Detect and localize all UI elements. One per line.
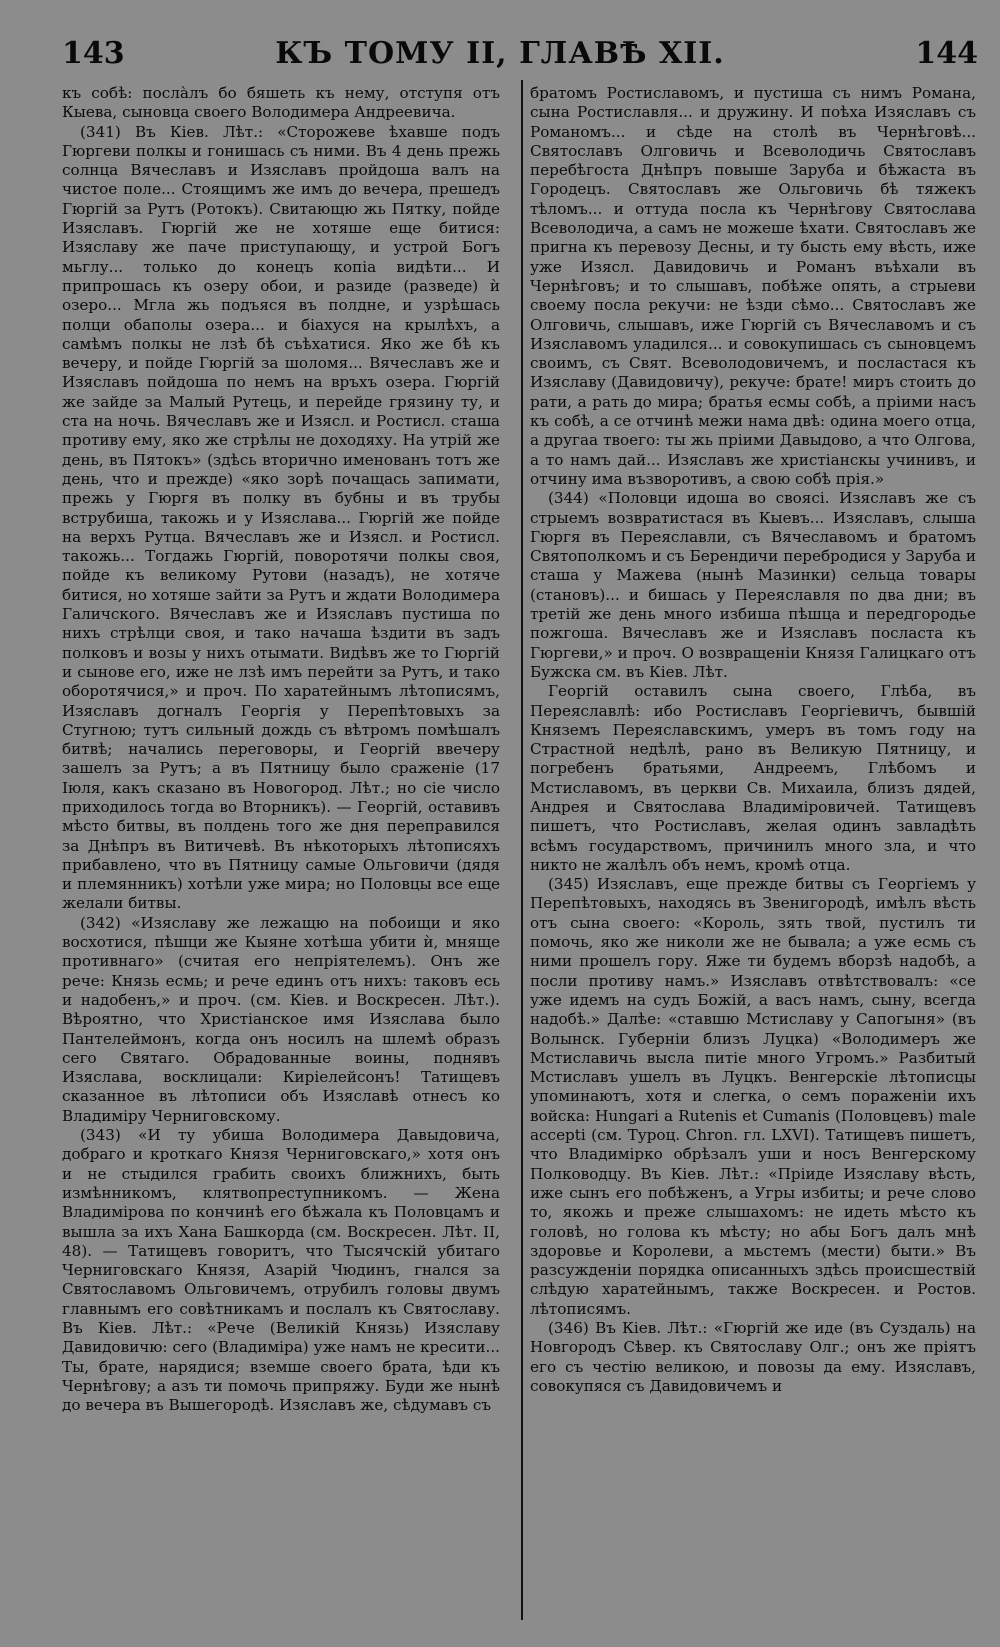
paragraph: Георгiй оставилъ сына своего, Глѣба, въ Переяславлѣ: ибо Ростиславъ Георгiевичъ, бывшiй Княземъ Переяславскимъ, умеръ въ томъ году на Страстной недѣлѣ, рано въ Великую Пятницу, и погребенъ братьями, Андреемъ, Глѣбомъ и Мстиславомъ, въ церкви Св. Михаила, близъ дядей, Андрея и Святослава Владимiровичей. Татищевъ пишетъ, что Ростиславъ, желая одинъ завладѣть всѣмъ государствомъ, причинилъ много зла, и что никто не жалѣлъ объ немъ, кромѣ отца. (530, 682, 976, 874)
page-number-left: 143 (62, 36, 125, 71)
paragraph-note-342: (342) «Изяславу же лежащю на побоищи и яко восхотися, пѣшци же Кыяне хотѣша убити ѝ, мняще противнаго» (считая его непрiятелемъ). Онъ же рече: Князь есмь; и рече единъ отъ нихъ: таковъ есь и надобенъ,» и проч. (см. Кiев. и Воскресен. Лѣт.). Вѣроятно, что Христiанское имя Изяслава было Пантелеймонъ, когда онъ носилъ на шлемѣ образъ сего Святаго. Обрадованные воины, поднявъ Изяслава, восклицали: Кирiелейсонъ! Татищевъ сказанное въ лѣтописи объ Изяславѣ отнесъ ко Владимiру Черниговскому. (62, 913, 500, 1125)
paragraph-note-345: (345) Изяславъ, еще прежде битвы съ Георгiемъ у Перепѣтовыхъ, находясь въ Звенигородѣ, имѣлъ вѣсть отъ сына своего: «Король, зять твой, пустилъ ти помочь, яко же николи же не бывала; а уже есмь съ ними прошелъ гору. Яже ти будемъ вборзѣ надобѣ, а посли противу намъ.» Изяславъ отвѣтствовалъ: «се уже идемъ на судъ Божiй, а васъ намъ, сыну, всегда надобѣ.» Далѣе: «ставшю Мстиславу у Сапогыня» (въ Волынск. Губернiи близъ Луцка) «Володимеръ же Мстиславичь высла питiе много Угромъ.» Разбитый Мстиславъ ушелъ въ Луцкъ. Венгерскiе лѣтописцы упоминаютъ, хотя и слегка, о семъ пораженiи ихъ войска: Hungari a Rutenis et Cumanis (Половцевъ) male accepti (см. Туроц. Chron. гл. LXVI). Татищевъ пишетъ, что Владимiрко обрѣзалъ уши и носъ Венгерскому Полководцу. Въ Кiев. Лѣт.: «Прiиде Изяславу вѣсть, иже сынъ его побѣженъ, а Угры избиты; и рече слово то, якожь и преже слышахомъ: не идеть мѣсто къ головѣ, но голова къ мѣсту; но абы Богъ далъ мнѣ здоровье и Королеви, а мьстемъ (мести) быти.» Въ разсужденiи порядка описанныхъ здѣсь происшествiй слѣдую харатейнымъ, также Воскресен. и Ростов. лѣтописямъ. (530, 875, 976, 1318)
column-divider (521, 80, 523, 1620)
running-title: КЪ ТОМУ II, ГЛАВѢ XII. (275, 36, 725, 71)
paragraph-note-346: (346) Въ Кiев. Лѣт.: «Гюргiй же иде (въ Суздаль) на Новгородъ Сѣвер. къ Святославу Олг.; онъ же прiятъ его съ честiю великою, и повозы да ему. Изяславъ, совокупяся съ Давидовичемъ и (530, 1319, 976, 1395)
paragraph-note-343: (343) «И ту убиша Володимера Давыдовича, добраго и кроткаго Князя Черниговскаго,» хотя онъ и не стыдился грабить своихъ ближнихъ, быть измѣнникомъ, клятвопреступникомъ. — Жена Владимiрова по кончинѣ его бѣжала къ Половцамъ и вышла за ихъ Хана Башкорда (см. Воскресен. Лѣт. II, 48). — Татищевъ говоритъ, что Тысячскiй убитаго Черниговскаго Князя, Азарiй Чюдинъ, гнался за Святославомъ Ольговичемъ, отрубилъ головы двумъ главнымъ его совѣтникамъ и послалъ къ Святославу. Въ Кiев. Лѣт.: «Рече (Великiй Князь) Изяславу Давидовичю: сего (Владимiра) уже намъ не кресити... Ты, брате, нарядися; вземше своего брата, ѣди къ Чернѣгову; а азъ ти помочь припряжу. Буди же нынѣ до вечера въ Вышегородѣ. Изяславъ же, сѣдумавъ съ (62, 1126, 500, 1415)
page-header (0, 36, 1000, 84)
paragraph-note-344: (344) «Половци идоша во своясi. Изяславъ же съ стрыемъ возвратистася въ Кыевъ... Изяславъ, слыша Гюргя въ Переяславли, съ Вячеславомъ и братомъ Святополкомъ и съ Берендичи перебродися у Заруба и сташа у Мажева (нынѣ Мазинки) сельца товары (становъ)... и бишась у Переяславля по два дни; въ третiй же день много избиша пѣшца и передгородье пожгоша. Вячеславъ же и Изяславъ посласта къ Гюргеви,» и проч. О возвращенiи Князя Галицкаго отъ Бужска см. въ Кiев. Лѣт. (530, 489, 976, 681)
paragraph-note-341: (341) Въ Кiев. Лѣт.: «Сторожеве ѣхавше подъ Гюргеви полкы и гонишась съ ними. Въ 4 день прежь солнца Вячеславъ и Изяславъ пройдоша валъ на чистое поле... Стоящимъ же имъ до вечера, прешедъ Гюргiй за Рутъ (Ротокъ). Свитающю жь Пятку, пойде Изяславъ. Гюргiй же не хотяше еще битися: Изяславу же паче приступающу, и устрой Богъ мьглу... только до конецъ копiа видѣти... И припрошась къ озеру обои, и разиде (разведе) ѝ озеро... Мгла жь подъяся въ полдне, и узрѣшась полци обаполы озера... и бiахуся на крылѣхъ, а самѣмъ полкы не лзѣ бѣ съѣхатися. Яко же бѣ къ вечеру, и пойде Гюргiй за шоломя... Вячеславъ же и Изяславъ пойдоша по немъ на връхъ озера. Гюргiй же зайде за Малый Рутець, и перейде грязину ту, и ста на ночь. Вячеславъ же и Изясл. и Ростисл. сташа противу ему, яко же стрѣлы не доходяху. На утрiй же день, въ Пятокъ» (здѣсь вторично именованъ тотъ же день, что и прежде) «яко зорѣ почащась запимати, прежь у Гюргя въ полку въ бубны и въ трубы вструбиша, такожь и у Изяслава... Гюргiй же пойде на верхъ Рутца. Вячеславъ же и Изясл. и Ростисл. такожь... Тогдажь Гюргiй, поворотячи полкы своя, пойде къ великому Рутови (назадъ), не хотяче битися, но хотяше зайти за Рутъ и ждати Володимера Галичского. Вячеславъ же и Изяславъ пустиша по нихъ стрѣлци своя, и тако начаша ѣздити въ задъ полковъ и возы у нихъ отымати. Видѣвъ же то Гюргiй и сынове его, иже не лзѣ имъ перейти за Рутъ, и тако оборотячися,» и проч. По харатейнымъ лѣтописямъ, Изяславъ догналъ Георгiя у Перепѣтовыхъ за Стугною; тутъ сильный дождь съ вѣтромъ помѣшалъ битвѣ; начались переговоры, и Георгiй ввечеру зашелъ за Рутъ; а въ Пятницу было сраженiе (17 Iюля, какъ сказано въ Новогород. Лѣт.; но сiе число приходилось тогда во Вторникъ). — Георгiй, оставивъ мѣсто битвы, въ полдень того же дня переправился за Днѣпръ въ Витичевѣ. Въ нѣкоторыхъ лѣтописяхъ прибавлено, что въ Пятницу самые Ольговичи (дядя и племянникъ) хотѣли уже мира; но Половцы все еще желали битвы. (62, 122, 500, 913)
left-column (62, 84, 500, 1415)
page-number-right: 144 (915, 36, 978, 71)
right-column (530, 84, 976, 1396)
paragraph: братомъ Ростиславомъ, и пустиша съ нимъ Романа, сына Ростиславля... и дружину. И поѣха Изяславъ съ Романомъ... и сѣде на столѣ въ Чернѣговѣ... Святославъ Олговичь и Всеволодичь Святославъ перебѣгоста Днѣпръ повыше Заруба и бѣжаста въ Городецъ. Святославъ же Ольговичь бѣ тяжекъ тѣломъ... и оттуда посла къ Чернѣгову Святослава Всеволодича, а самъ не можеше ѣхати. Святославъ же пригна къ перевозу Десны, и ту бысть ему вѣсть, иже уже Изясл. Давидовичь и Романъ въѣхали въ Чернѣговъ; и то слышавъ, побѣже опять, а стрыеви своему посла рекучи: не ѣзди сѣмо... Святославъ же Олговичь, слышавъ, иже Гюргiй съ Вячеславомъ и съ Изяславомъ уладился... и совокупишась съ сыновцемъ своимъ, съ Свят. Всеволодовичемъ, и посластася къ Изяславу (Давидовичу), рекуче: брате! миръ стоить до рати, а рать до мира; братья есмы собѣ, а прiими насъ къ собѣ, а се отчинѣ межи нама двѣ: одина моего отца, а другаа твоего: ты жь прiими Давыдово, а что Олгова, а то намъ дай... Изяславъ же христiанскы учинивъ, и отчину има възворотивъ, а свою собѣ прiя.» (530, 84, 976, 488)
paragraph: къ собѣ: посла̀лъ бо бяшеть къ нему, отступя отъ Кыева, сыновца своего Володимера Андреевича. (62, 84, 500, 122)
